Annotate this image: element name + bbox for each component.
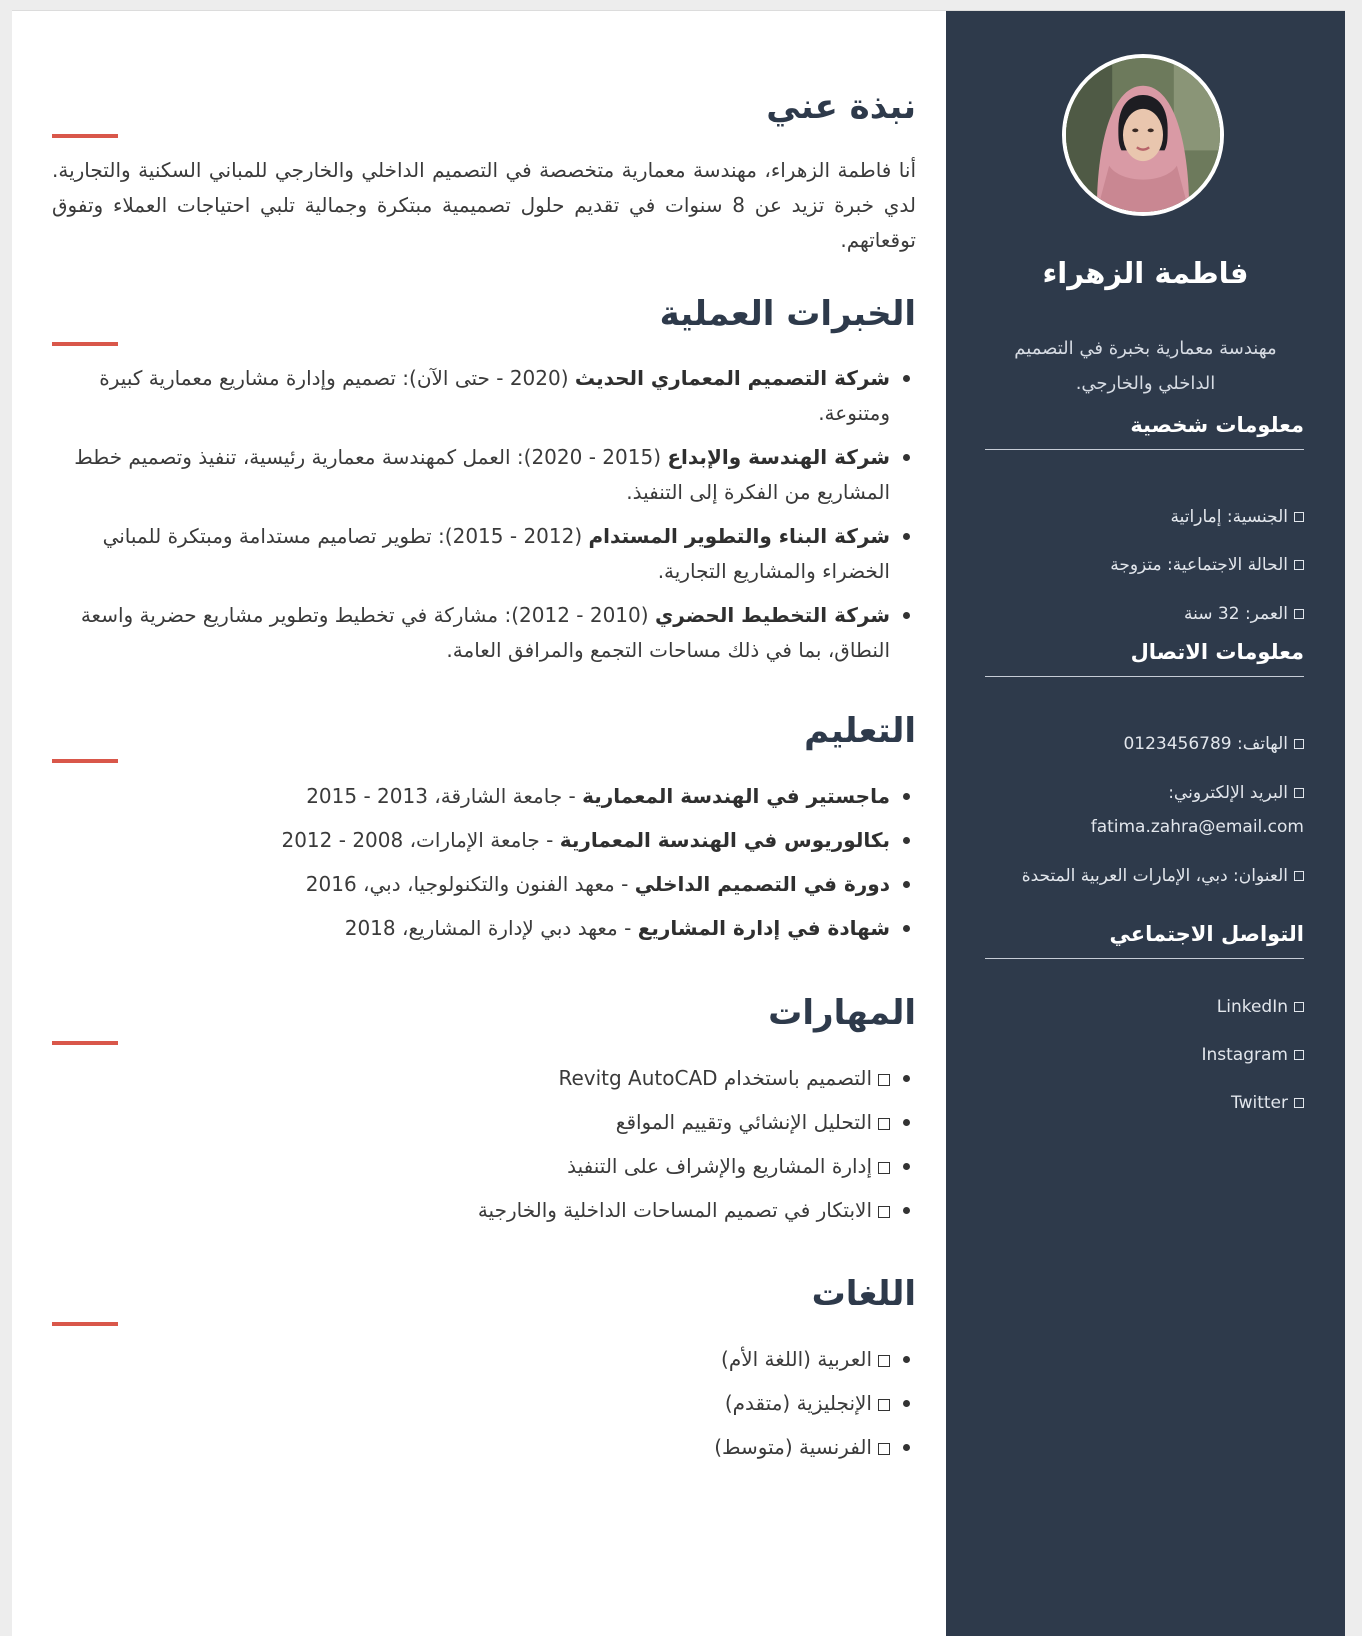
checkbox-icon [878,1206,890,1218]
language-text: الإنجليزية (متقدم) [724,1391,872,1415]
education-rule [52,759,118,763]
degree-name: بكالوريوس في الهندسة المعمارية [559,828,890,852]
degree-desc: - معهد الفنون والتكنولوجيا، دبي، 2016 [305,872,635,896]
degree-name: ماجستير في الهندسة المعمارية [582,784,890,808]
skills-heading: المهارات [768,993,916,1033]
profile-title: مهندسة معمارية بخبرة في التصميم الداخلي والخارجي. [1014,338,1277,394]
skill-text: إدارة المشاريع والإشراف على التنفيذ [567,1154,872,1178]
age-text: العمر: 32 سنة [1184,604,1288,624]
about-text: أنا فاطمة الزهراء، مهندسة معمارية متخصصة في التصميم الداخلي والخارجي للمباني السكنية والتجارية. لدي خبرة تزيد عن 8 سنوات في تقديم حلول تصميمية مبتكرة وجمالية تلبي احتياجات العملاء وتفوق توقعاتهم. [52,158,916,252]
language-text: الفرنسية (متوسط) [714,1435,872,1459]
checkbox-icon [1294,1002,1304,1012]
list-item [52,779,890,814]
about-rule [52,134,118,138]
company-desc: (2015 - 2020): العمل كمهندسة معمارية رئيسية، تنفيذ وتصميم خطط المشاريع من الفكرة إلى التنفيذ. [74,445,890,504]
checkbox-icon [878,1355,890,1367]
skill-text: الابتكار في تصميم المساحات الداخلية والخارجية [477,1198,872,1222]
checkbox-icon [1294,1098,1304,1108]
checkbox-icon [878,1074,890,1086]
list-item [52,1342,890,1377]
list-item [52,1386,890,1421]
language-text: العربية (اللغة الأم) [721,1347,872,1371]
contact-info-heading: معلومات الاتصال [985,640,1304,677]
checkbox-icon [1294,788,1304,798]
nationality-text: الجنسية: إماراتية [1170,507,1288,527]
list-item [52,823,890,858]
age-item [985,597,1304,631]
email-label: البريد الإلكتروني: [1168,783,1288,803]
phone-text: الهاتف: 0123456789 [1123,734,1288,754]
checkbox-icon [1294,560,1304,570]
checkbox-icon [878,1443,890,1455]
phone-item [985,727,1304,761]
experience-heading: الخبرات العملية [659,294,916,334]
about-heading: نبذة عني [766,87,916,127]
checkbox-icon [1294,1050,1304,1060]
checkbox-icon [878,1399,890,1411]
company-name: شركة الهندسة والإبداع [667,445,890,469]
list-item [52,1149,890,1184]
company-desc: (2020 - حتى الآن): تصميم وإدارة مشاريع معمارية كبيرة ومتنوعة. [99,366,890,425]
company-name: شركة التخطيط الحضري [654,603,890,627]
list-item [52,1061,890,1096]
skill-text: التحليل الإنشائي وتقييم المواقع [615,1110,872,1134]
skills-list [52,1061,916,1237]
experience-list [52,361,916,677]
social-twitter[interactable] [985,1086,1304,1120]
list-item [52,1430,890,1465]
twitter-link[interactable]: Twitter [1231,1093,1288,1113]
checkbox-icon [1294,871,1304,881]
sidebar [946,11,1345,1636]
profile-name: فاطمة الزهراء [1042,256,1249,290]
list-item [52,911,890,946]
degree-desc: - جامعة الشارقة، 2013 - 2015 [306,784,583,808]
degree-desc: - جامعة الإمارات، 2008 - 2012 [281,828,560,852]
social-linkedin[interactable] [985,990,1304,1024]
resume-page [12,10,1345,1636]
personal-info-heading: معلومات شخصية [985,413,1304,450]
avatar [1062,54,1224,216]
marital-status-item [985,548,1304,582]
social-heading: التواصل الاجتماعي [985,922,1304,959]
list-item [52,440,890,510]
company-desc: (2012 - 2015): تطوير تصاميم مستدامة ومبتكرة للمباني الخضراء والمشاريع التجارية. [102,524,890,583]
languages-rule [52,1322,118,1326]
marital-status-text: الحالة الاجتماعية: متزوجة [1110,555,1288,575]
checkbox-icon [1294,609,1304,619]
education-list [52,779,916,955]
list-item [52,1105,890,1140]
degree-desc: - معهد دبي لإدارة المشاريع، 2018 [344,916,638,940]
checkbox-icon [1294,512,1304,522]
linkedin-link[interactable]: LinkedIn [1216,997,1288,1017]
checkbox-icon [878,1118,890,1130]
languages-list [52,1342,916,1474]
degree-name: شهادة في إدارة المشاريع [637,916,890,940]
skills-rule [52,1041,118,1045]
address-item [985,859,1304,893]
degree-name: دورة في التصميم الداخلي [634,872,890,896]
nationality-item [985,500,1304,534]
social-instagram[interactable] [985,1038,1304,1072]
list-item [52,519,890,589]
education-heading: التعليم [804,711,916,751]
instagram-link[interactable]: Instagram [1201,1045,1288,1065]
checkbox-icon [1294,739,1304,749]
main-content [52,11,916,1636]
languages-heading: اللغات [811,1274,916,1314]
email-item [985,776,1304,844]
company-desc: (2010 - 2012): مشاركة في تخطيط وتطوير مشاريع حضرية واسعة النطاق، بما في ذلك مساحات التجمع والمرافق العامة. [80,603,890,662]
list-item [52,1193,890,1228]
avatar-portrait-icon [1066,58,1220,212]
list-item [52,598,890,668]
experience-rule [52,342,118,346]
address-text: العنوان: دبي، الإمارات العربية المتحدة [1021,866,1288,886]
list-item [52,361,890,431]
list-item [52,867,890,902]
checkbox-icon [878,1162,890,1174]
company-name: شركة التصميم المعماري الحديث [574,366,890,390]
email-link[interactable]: fatima.zahra@email.com [1090,817,1304,837]
company-name: شركة البناء والتطوير المستدام [588,524,890,548]
skill-text: التصميم باستخدام Revitg AutoCAD [558,1066,872,1090]
